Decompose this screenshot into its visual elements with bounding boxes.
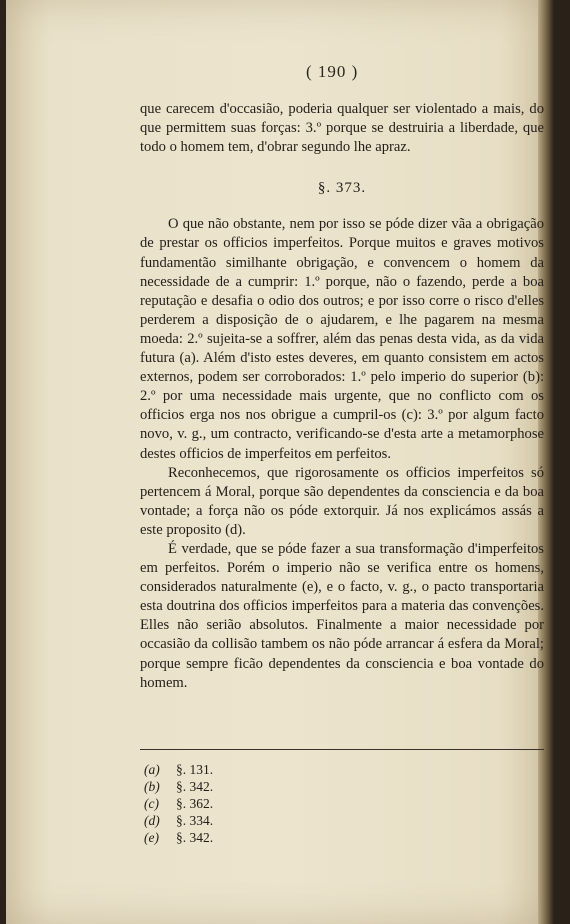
footnote-text: §. 342.	[176, 779, 214, 794]
footnote	[144, 795, 213, 812]
footnote-text: §. 362.	[176, 796, 214, 811]
footnote	[144, 778, 213, 795]
paragraph: Reconhecemos, que rigorosamente os officios imperfeitos só pertencem á Moral, porque são dependentes da consciencia e da boa vontade; a força não os póde extorquir. Já nos explicámos assás a este proposito (d).	[140, 464, 544, 538]
footnote-mark: (d)	[144, 813, 160, 828]
footnote-mark: (b)	[144, 779, 160, 794]
footnote	[144, 812, 213, 829]
footnote-text: §. 342.	[176, 830, 214, 845]
footnote-mark: (c)	[144, 796, 159, 811]
page-number: ( 190 )	[306, 62, 359, 81]
footnotes	[144, 761, 213, 846]
book-page	[6, 0, 554, 924]
footnote-text: §. 131.	[176, 762, 214, 777]
footnote-mark: (a)	[144, 762, 160, 777]
paragraph-continued: que carecem d'occasião, poderia qualquer ser violentado a mais, do que permittem suas forças: 3.º porque se destruiria a liberdade, que todo o homem tem, d'obrar segundo lhe apraz.	[140, 101, 544, 156]
footnote-mark: (e)	[144, 830, 159, 845]
page-body	[140, 100, 544, 693]
footnote-divider	[140, 749, 544, 750]
footnote-text: §. 334.	[176, 813, 214, 828]
section-heading: §. 373.	[317, 180, 367, 197]
paragraph: É verdade, que se póde fazer a sua transformação d'imperfeitos em perfeitos. Porém o imperio não se verifica entre os homens, considerados naturalmente (e), e o facto, v. g., o pacto transportaria esta doutrina dos officios imperfeitos para a materia das convenções. Elles não serião absolutos. Finalmente a maior necessidade por occasião da collisão tambem os não póde arrancar á esfera da Moral; porque sempre ficão dependentes da consciencia e boa vontade do homem.	[140, 540, 544, 691]
paragraph: O que não obstante, nem por isso se póde dizer vãa a obrigação de prestar os officios imperfeitos. Porque muitos e graves motivos fundamentão similhante obrigação, e convencem o homem da necessidade de a cumprir: 1.º porque, não o fazendo, perde a boa reputação e desafia o odio dos outros; e por isso corre o risco d'elles perderem a disposição de o ajudarem, e lhe pagarem na mesma moeda: 2.º sujeita-se a soffrer, além das penas desta vida, as da vida futura (a). Além d'isto estes deveres, em quanto consistem em actos externos, podem ser corroborados: 1.º pelo imperio do superior (b): 2.º por uma necessidade mais urgente, que no conflicto com os officios erga nos nos obrigue a cumpril-os (c): 3.º por algum facto novo, v. g., um contracto, verificando-se d'esta arte a metamorphose destes officios de imperfeitos em perfeitos.	[140, 216, 544, 462]
footnote	[144, 829, 213, 846]
footnote	[144, 761, 213, 778]
